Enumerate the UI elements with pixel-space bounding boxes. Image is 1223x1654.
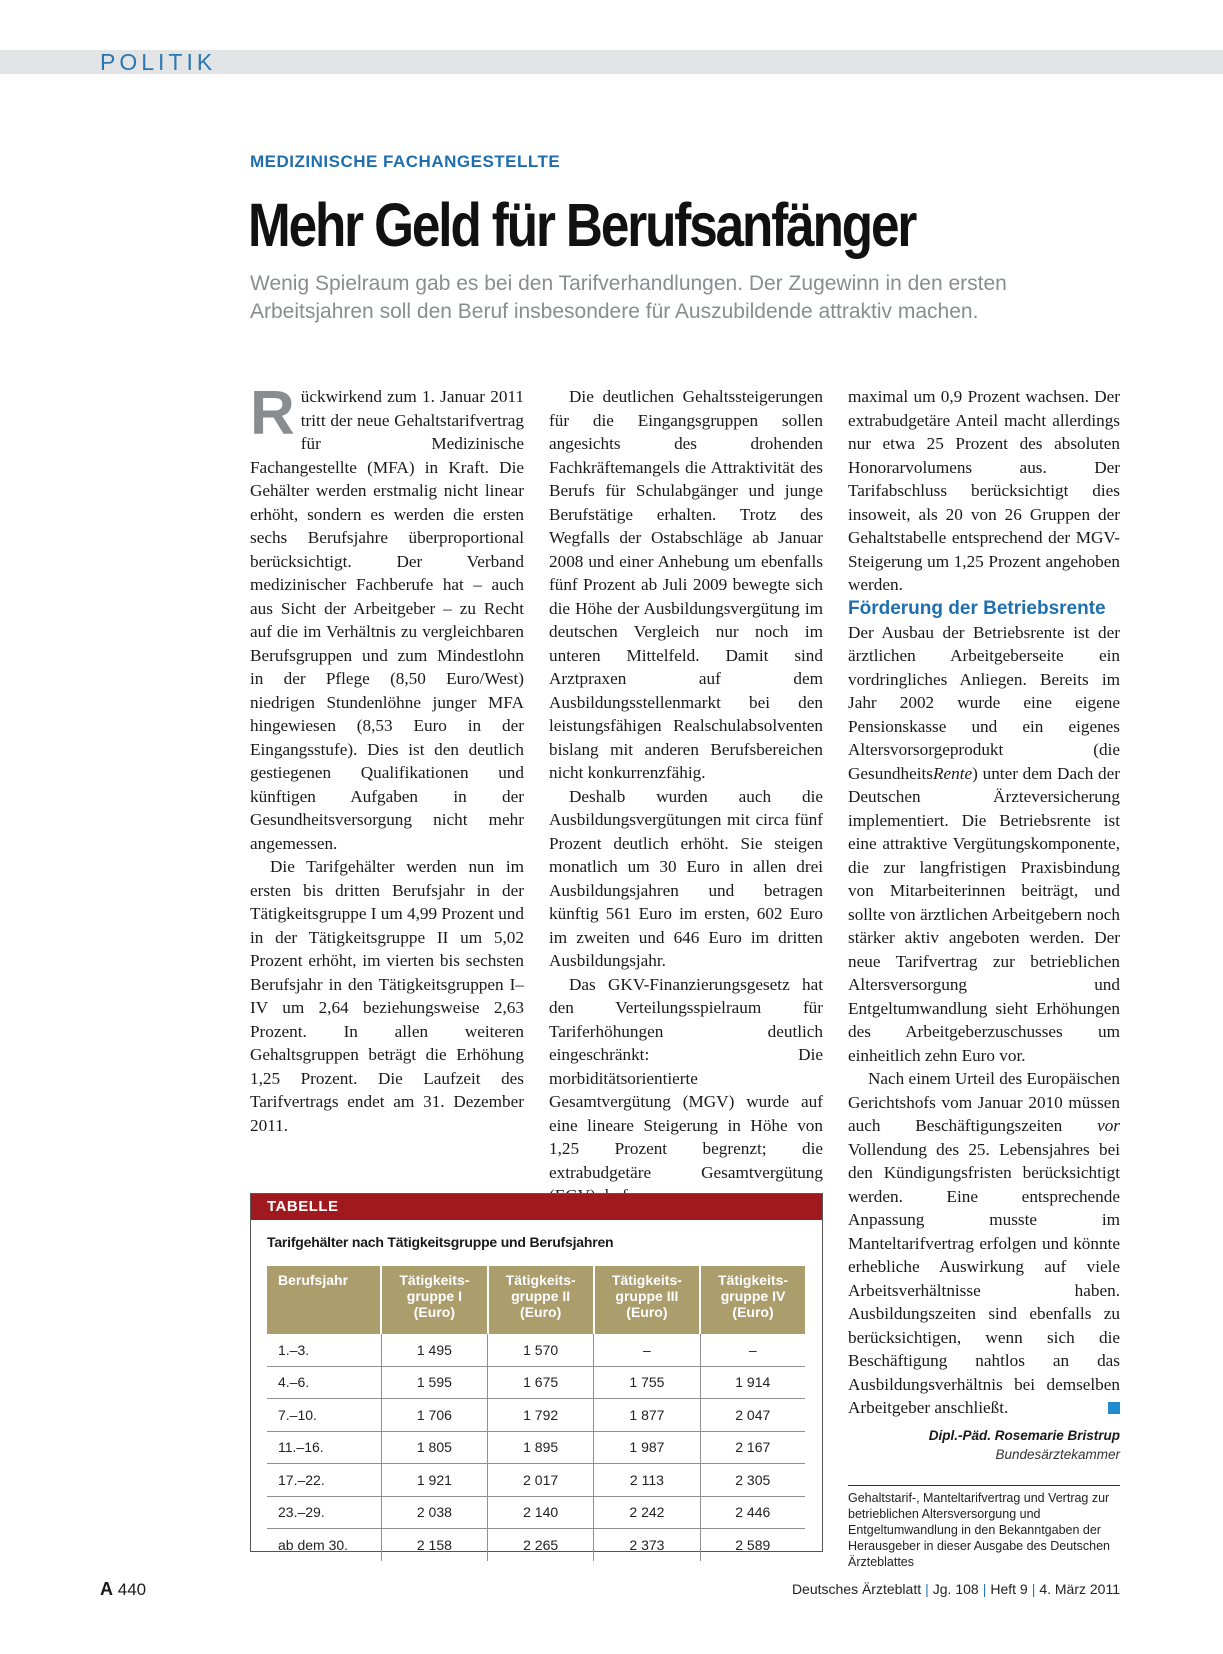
paragraph: Deshalb wurden auch die Ausbildungsvergütungen mit circa fünf Prozent deutlich erhöht. Sie steigen monatlich um 30 Euro in allen drei Ausbildungsjahren und betragen künftig 561 Euro im ersten, 602 Euro im zweiten und 646 Euro im dritten Ausbildungsjahr. bbox=[549, 786, 823, 970]
table-cell: 2 140 bbox=[488, 1496, 594, 1529]
table-cell: 1.–3. bbox=[267, 1334, 381, 1366]
table-cell: 11.–16. bbox=[267, 1431, 381, 1464]
journal-volume: Jg. 108 bbox=[932, 1581, 979, 1597]
table-label: TABELLE bbox=[251, 1194, 822, 1220]
article-headline: Mehr Geld für Berufsanfänger bbox=[248, 191, 916, 259]
table-header-cell: Berufsjahr bbox=[267, 1266, 381, 1334]
table-cell: – bbox=[594, 1334, 700, 1366]
table-cell: 4.–6. bbox=[267, 1366, 381, 1399]
salary-table-box bbox=[250, 1193, 823, 1552]
paragraph-text: Nach einem Urteil des Europäischen Gerichtshofs vom Januar 2010 müssen auch Beschäftigungszeiten bbox=[848, 1069, 1120, 1135]
table-cell: 17.–22. bbox=[267, 1464, 381, 1497]
table-cell: ab dem 30. bbox=[278, 1536, 349, 1553]
journal-date: 4. März 2011 bbox=[1039, 1581, 1120, 1597]
journal-footer bbox=[792, 1581, 1120, 1597]
paragraph: maximal um 0,9 Prozent wachsen. Der extrabudgetäre Anteil macht allerdings nur etwa 25 Prozent des absoluten Honorarvolumens aus. Der Tarifabschluss berücksichtigt dies insoweit, als 20 von 26 Gruppen der Gehaltstabelle entsprechend der MGV-Steigerung um 1,25 Prozent angehoben werden. bbox=[848, 387, 1120, 594]
table-cell: 2 242 bbox=[594, 1496, 700, 1529]
separator: | bbox=[982, 1581, 987, 1597]
table-body bbox=[267, 1334, 805, 1561]
paragraph: Die Tarifgehälter werden nun im ersten bis dritten Berufsjahr in der Tätigkeitsgruppe I um 4,99 Prozent und in der Tätigkeitsgruppe II um 5,02 Prozent erhöht, im vierten bis sechsten Berufsjahr in den Tätigkeitsgruppen I–IV um 2,64 beziehungsweise 2,63 Prozent. In allen weiteren Gehaltsgruppen beträgt die Erhöhung 1,25 Prozent. Die Laufzeit des Tarifvertrags endet am 31. Dezember 2011. bbox=[250, 857, 524, 1135]
table-cell: 1 495 bbox=[381, 1334, 487, 1366]
table-row bbox=[267, 1464, 805, 1497]
table-row bbox=[267, 1366, 805, 1399]
separator: | bbox=[925, 1581, 929, 1597]
table-cell: 1 595 bbox=[381, 1366, 487, 1399]
journal-name: Deutsches Ärzteblatt bbox=[791, 1581, 922, 1597]
table-cell: 1 755 bbox=[594, 1366, 700, 1399]
emphasis: vor bbox=[1097, 1116, 1120, 1135]
salary-table bbox=[267, 1266, 805, 1561]
table-cell: 2 038 bbox=[381, 1496, 487, 1529]
table-header-row bbox=[267, 1266, 805, 1334]
table-cell: 2 265 bbox=[488, 1529, 594, 1561]
table-cell: 2 446 bbox=[700, 1496, 805, 1529]
table-cell: 1 895 bbox=[488, 1431, 594, 1464]
page-number-value: 440 bbox=[117, 1580, 147, 1599]
subheading: Förderung der Betriebsrente bbox=[848, 597, 1106, 619]
separator: | bbox=[1031, 1581, 1036, 1597]
table-cell: 2 305 bbox=[700, 1464, 805, 1497]
table-header-cell: Tätigkeits- gruppe I (Euro) bbox=[381, 1266, 487, 1334]
table-cell: 2 373 bbox=[594, 1529, 700, 1561]
table-row bbox=[267, 1334, 805, 1366]
table-cell: 1 792 bbox=[488, 1399, 594, 1432]
table-cell: 1 805 bbox=[381, 1431, 487, 1464]
paragraph bbox=[848, 621, 1120, 1068]
table-header-cell: Tätigkeits- gruppe II (Euro) bbox=[488, 1266, 594, 1334]
text-column-1 bbox=[250, 379, 524, 1137]
table-cell: 1 675 bbox=[488, 1366, 594, 1399]
section-label: POLITIK bbox=[100, 49, 217, 75]
paragraph bbox=[848, 1067, 1120, 1420]
table-row bbox=[267, 1529, 805, 1561]
table-cell: 2 113 bbox=[594, 1464, 700, 1497]
table-cell: 1 914 bbox=[700, 1366, 805, 1399]
table-cell: 2 167 bbox=[700, 1431, 805, 1464]
author-name: Dipl.-Päd. Rosemarie Bristrup bbox=[928, 1427, 1120, 1443]
table-cell: 1 987 bbox=[594, 1431, 700, 1464]
paragraph bbox=[250, 379, 524, 855]
text-column-2 bbox=[549, 385, 823, 1208]
table-cell: 1 570 bbox=[488, 1334, 594, 1366]
side-note: Gehaltstarif-, Manteltarifvertrag und Vertrag zur betrieblichen Altersversorgung und Entgeltumwandlung in den Bekanntgaben der Herausgeber in dieser Ausgabe des Deutschen Ärzteblattes bbox=[848, 1485, 1120, 1570]
table-cell: 2 158 bbox=[381, 1529, 487, 1561]
paragraph-text: ückwirkend zum 1. Januar 2011 tritt der neue Gehaltstarifvertrag für Medizinische Fachangestellte (MFA) in Kraft. Die Gehälter werden erstmalig nicht linear erhöht, sondern es werden die ersten sechs Berufsjahre überproportional berücksichtigt. Der Verband medizinischer Fachberufe hat – auch aus Sicht der Arbeitgeber – zu Recht auf die im Verhältnis zu vergleichbaren Berufsgruppen und zum Mindestlohn in der Pflege (8,50 Euro/West) niedrigen Stundenlöhne junger MFA hingewiesen (8,53 Euro in der Eingangsstufe). Dies ist den deutlich gestiegenen Qualifikationen und künftigen Aufgaben in der Gesundheitsversorgung nicht mehr angemessen. bbox=[250, 387, 524, 853]
table-title: Tarifgehälter nach Tätigkeitsgruppe und Berufsjahren bbox=[267, 1234, 614, 1250]
table-header-cell: Tätigkeits- gruppe IV (Euro) bbox=[700, 1266, 805, 1334]
emphasis: Rente bbox=[932, 763, 973, 783]
table-cell: – bbox=[700, 1334, 805, 1366]
paragraph-text: Der Ausbau der Betriebsrente ist der ärztlichen Arbeitgeberseite ein vordringliches Anliegen. Bereits im Jahr 2002 wurde eine eigene Pensionskasse und ein eigenes Altersvorsorgeprodukt (die Gesundheits bbox=[848, 622, 1120, 783]
article-lead: Wenig Spielraum gab es bei den Tarifverhandlungen. Der Zugewinn in den ersten Arbeitsjahren soll den Beruf insbesondere für Auszubildende attraktiv machen. bbox=[250, 272, 1007, 323]
table-cell: 23.–29. bbox=[267, 1496, 381, 1529]
table-row bbox=[267, 1431, 805, 1464]
table-cell: 1 921 bbox=[381, 1464, 487, 1497]
end-mark-icon bbox=[1108, 1402, 1120, 1414]
table-row bbox=[267, 1399, 805, 1432]
drop-cap: R bbox=[250, 379, 295, 448]
paragraph: Das GKV-Finanzierungsgesetz hat den Verteilungsspielraum für Tariferhöhungen deutlich eingeschränkt: Die morbiditätsorientierte Gesamtvergütung (MGV) wurde auf eine lineare Steigerung in Höhe von 1,25 Prozent begrenzt; die extrabudgetäre Gesamtvergütung bbox=[549, 974, 823, 1182]
text-column-3 bbox=[848, 385, 1120, 1464]
paragraph-text: Vollendung des 25. Lebensjahres bei den Kündigungsfristen berücksichtigt werden. Eine entsprechende Anpassung musste im Manteltarifvertrag erfolgen und könnte erhebliche Auswirkung auf viele Arbeitsverhältnisse haben. Ausbildungszeiten sind ebenfalls zu berücksichtigen, wenn sich die Beschäftigung nahtlos an das Ausbildungsverhältnis bei demselben Arbeitgeber anschließt. bbox=[848, 1139, 1120, 1417]
table-header-cell: Tätigkeits- gruppe III (Euro) bbox=[594, 1266, 700, 1334]
table-row bbox=[267, 1496, 805, 1529]
table-cell: 2 017 bbox=[488, 1464, 594, 1497]
table-cell: 1 877 bbox=[594, 1399, 700, 1432]
table-cell: 2 589 bbox=[700, 1529, 805, 1561]
author-organization: Bundesärztekammer bbox=[995, 1446, 1120, 1462]
page-number bbox=[100, 1579, 146, 1600]
paragraph-text: ) unter dem Dach der Deutschen Ärzteversicherung implementiert. Die Betriebsrente ist eine attraktive Vergütungskomponente, die zur langfristigen Praxisbindung von Mitarbeiterinnen beiträgt, und sollte von ärztlichen Arbeitgebern noch stärker aktiv angeboten werden. Der neue Tarifvertrag zur betrieblichen Altersversorgung und Entgeltumwandlung sieht Erhöhungen des Arbeitgeberzuschusses um einheitlich zehn Euro vor. bbox=[848, 763, 1120, 1065]
paragraph: Die deutlichen Gehaltssteigerungen für die Eingangsgruppen sollen angesichts des drohenden Fachkräftemangels die Attraktivität des Berufs für Schulabgänger und junge Berufstätige erhalten. Trotz des Wegfalls der Ostabschläge ab Januar 2008 und einer Anhebung um ebenfalls fünf Prozent ab Juli 2009 bewegte sich die Höhe der Ausbildungsvergütung im deutschen Vergleich nur noch im unteren Mittelfeld. Damit sind Arztpraxen auf dem Ausbildungsstellenmarkt bei den leistungsfähigen Realschulabsolventen bislang mit anderen Berufsbereichen nicht konkurrenzfähig. bbox=[549, 387, 823, 782]
table-cell: 1 706 bbox=[381, 1399, 487, 1432]
table-cell: 7.–10. bbox=[267, 1399, 381, 1432]
journal-issue: Heft 9 bbox=[990, 1581, 1028, 1597]
article-kicker: MEDIZINISCHE FACHANGESTELLTE bbox=[250, 152, 561, 171]
page-prefix: A bbox=[100, 1579, 113, 1599]
table-cell: 2 047 bbox=[700, 1399, 805, 1432]
